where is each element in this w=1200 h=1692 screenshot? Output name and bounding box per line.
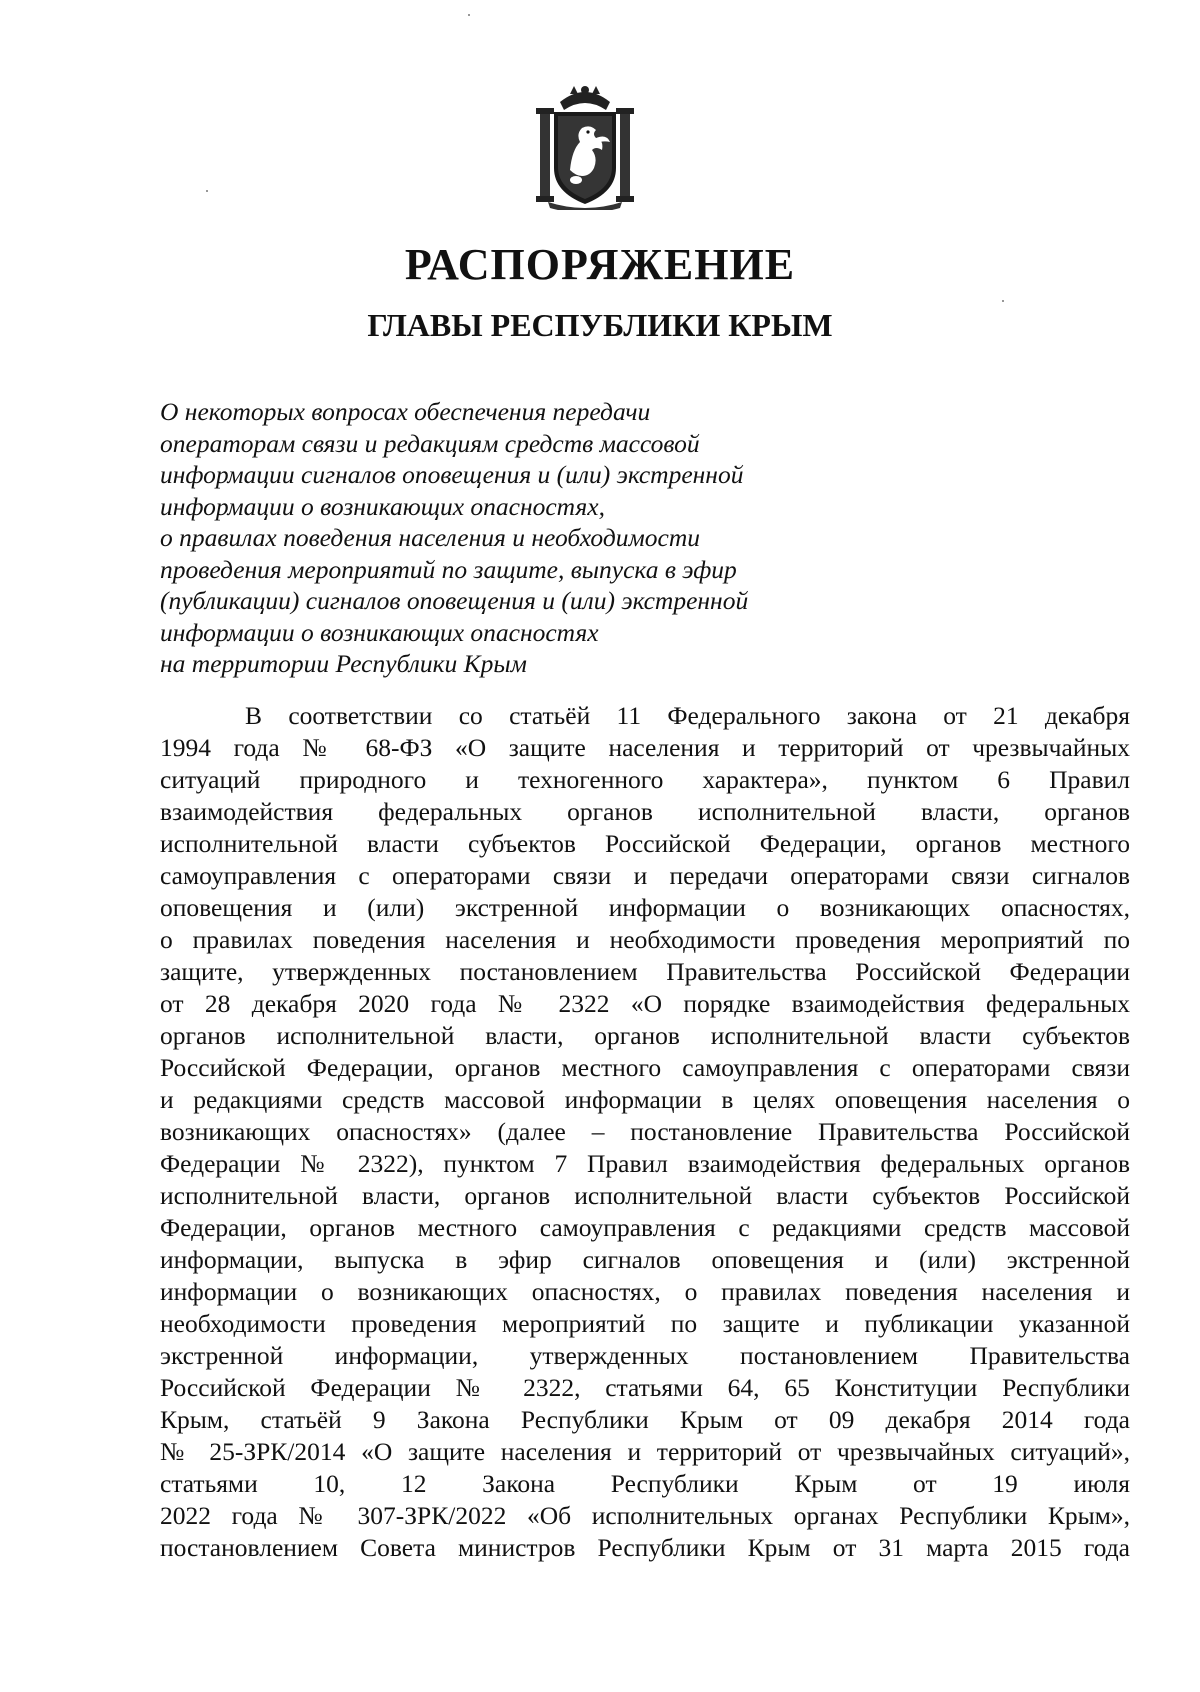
- body-line: от 28 декабря 2020 года № 2322 «О порядке взаимодействия федеральных: [160, 989, 1130, 1018]
- subject-line: информации о возникающих опасностях: [160, 617, 599, 647]
- body-line: защите, утвержденных постановлением Правительства Российской Федерации: [160, 957, 1130, 986]
- body-line: Российской Федерации № 2322, статьями 64, 65 Конституции Республики: [160, 1373, 1130, 1402]
- scan-speck: [468, 14, 470, 16]
- body-line: органов исполнительной власти, органов исполнительной власти субъектов: [160, 1021, 1130, 1050]
- body-line: информации, выпуска в эфир сигналов оповещения и (или) экстренной: [160, 1245, 1130, 1274]
- body-line: Крым, статьёй 9 Закона Республики Крым от 09 декабря 2014 года: [160, 1405, 1130, 1434]
- body-line: исполнительной власти, органов исполнительной власти субъектов Российской: [160, 1181, 1130, 1210]
- body-line: необходимости проведения мероприятий по защите и публикации указанной: [160, 1309, 1130, 1338]
- subject-line: О некоторых вопросах обеспечения передачи: [160, 397, 651, 426]
- subject-line: информации сигналов оповещения и (или) экстренной: [160, 460, 744, 489]
- body-line: ситуаций природного и техногенного характера», пунктом 6 Правил: [160, 765, 1130, 794]
- subject-line: информации о возникающих опасностях,: [160, 491, 605, 521]
- subject-line: операторам связи и редакциям средств массовой: [160, 428, 700, 458]
- body-line: 2022 года № 307-ЗРК/2022 «Об исполнительных органах Республики Крым»,: [160, 1501, 1130, 1530]
- body-line: оповещения и (или) экстренной информации о возникающих опасностях,: [160, 893, 1130, 922]
- body-line: взаимодействия федеральных органов исполнительной власти, органов: [160, 797, 1130, 826]
- body-line: исполнительной власти субъектов Российской Федерации, органов местного: [160, 829, 1130, 858]
- subject-line: о правилах поведения населения и необходимости: [160, 523, 700, 552]
- subject-line: (публикации) сигналов оповещения и (или) экстренной: [160, 586, 749, 615]
- body-line: № 25-ЗРК/2014 «О защите населения и территорий от чрезвычайных ситуаций»,: [160, 1437, 1130, 1466]
- body-line: возникающих опасностях» (далее – постановление Правительства Российской: [160, 1117, 1130, 1146]
- body-line: экстренной информации, утвержденных постановлением Правительства: [160, 1341, 1130, 1370]
- body-line: В соответствии со статьёй 11 Федерального закона от 21 декабря: [245, 701, 1130, 730]
- body-line: Российской Федерации, органов местного самоуправления с операторами связи: [160, 1053, 1130, 1082]
- body-line: и редакциями средств массовой информации в целях оповещения населения о: [160, 1085, 1130, 1114]
- document-subject: [160, 396, 860, 680]
- scan-speck: [1002, 300, 1004, 302]
- body-line: Федерации № 2322), пунктом 7 Правил взаимодействия федеральных органов: [160, 1149, 1130, 1178]
- document-title: РАСПОРЯЖЕНИЕ: [404, 240, 796, 289]
- body-line: информации о возникающих опасностях, о правилах поведения населения и: [160, 1277, 1130, 1306]
- body-line: о правилах поведения населения и необходимости проведения мероприятий по: [160, 925, 1130, 954]
- subject-line: на территории Республики Крым: [160, 649, 527, 678]
- body-line: статьями 10, 12 Закона Республики Крым от 19 июля: [160, 1469, 1130, 1498]
- body-line: самоуправления с операторами связи и передачи операторами связи сигналов: [160, 861, 1130, 890]
- subject-line: проведения мероприятий по защите, выпуска в эфир: [160, 554, 737, 584]
- body-line: 1994 года № 68-ФЗ «О защите населения и территорий от чрезвычайных: [160, 733, 1130, 762]
- body-line: Федерации, органов местного самоуправления с редакциями средств массовой: [160, 1213, 1130, 1242]
- crimea-coat-of-arms-icon: [530, 80, 640, 210]
- scan-speck: [206, 190, 208, 192]
- document-body: [160, 700, 1130, 1564]
- body-line: постановлением Совета министров Республики Крым от 31 марта 2015 года: [160, 1533, 1130, 1562]
- document-subtitle: ГЛАВЫ РЕСПУБЛИКИ КРЫМ: [367, 307, 833, 343]
